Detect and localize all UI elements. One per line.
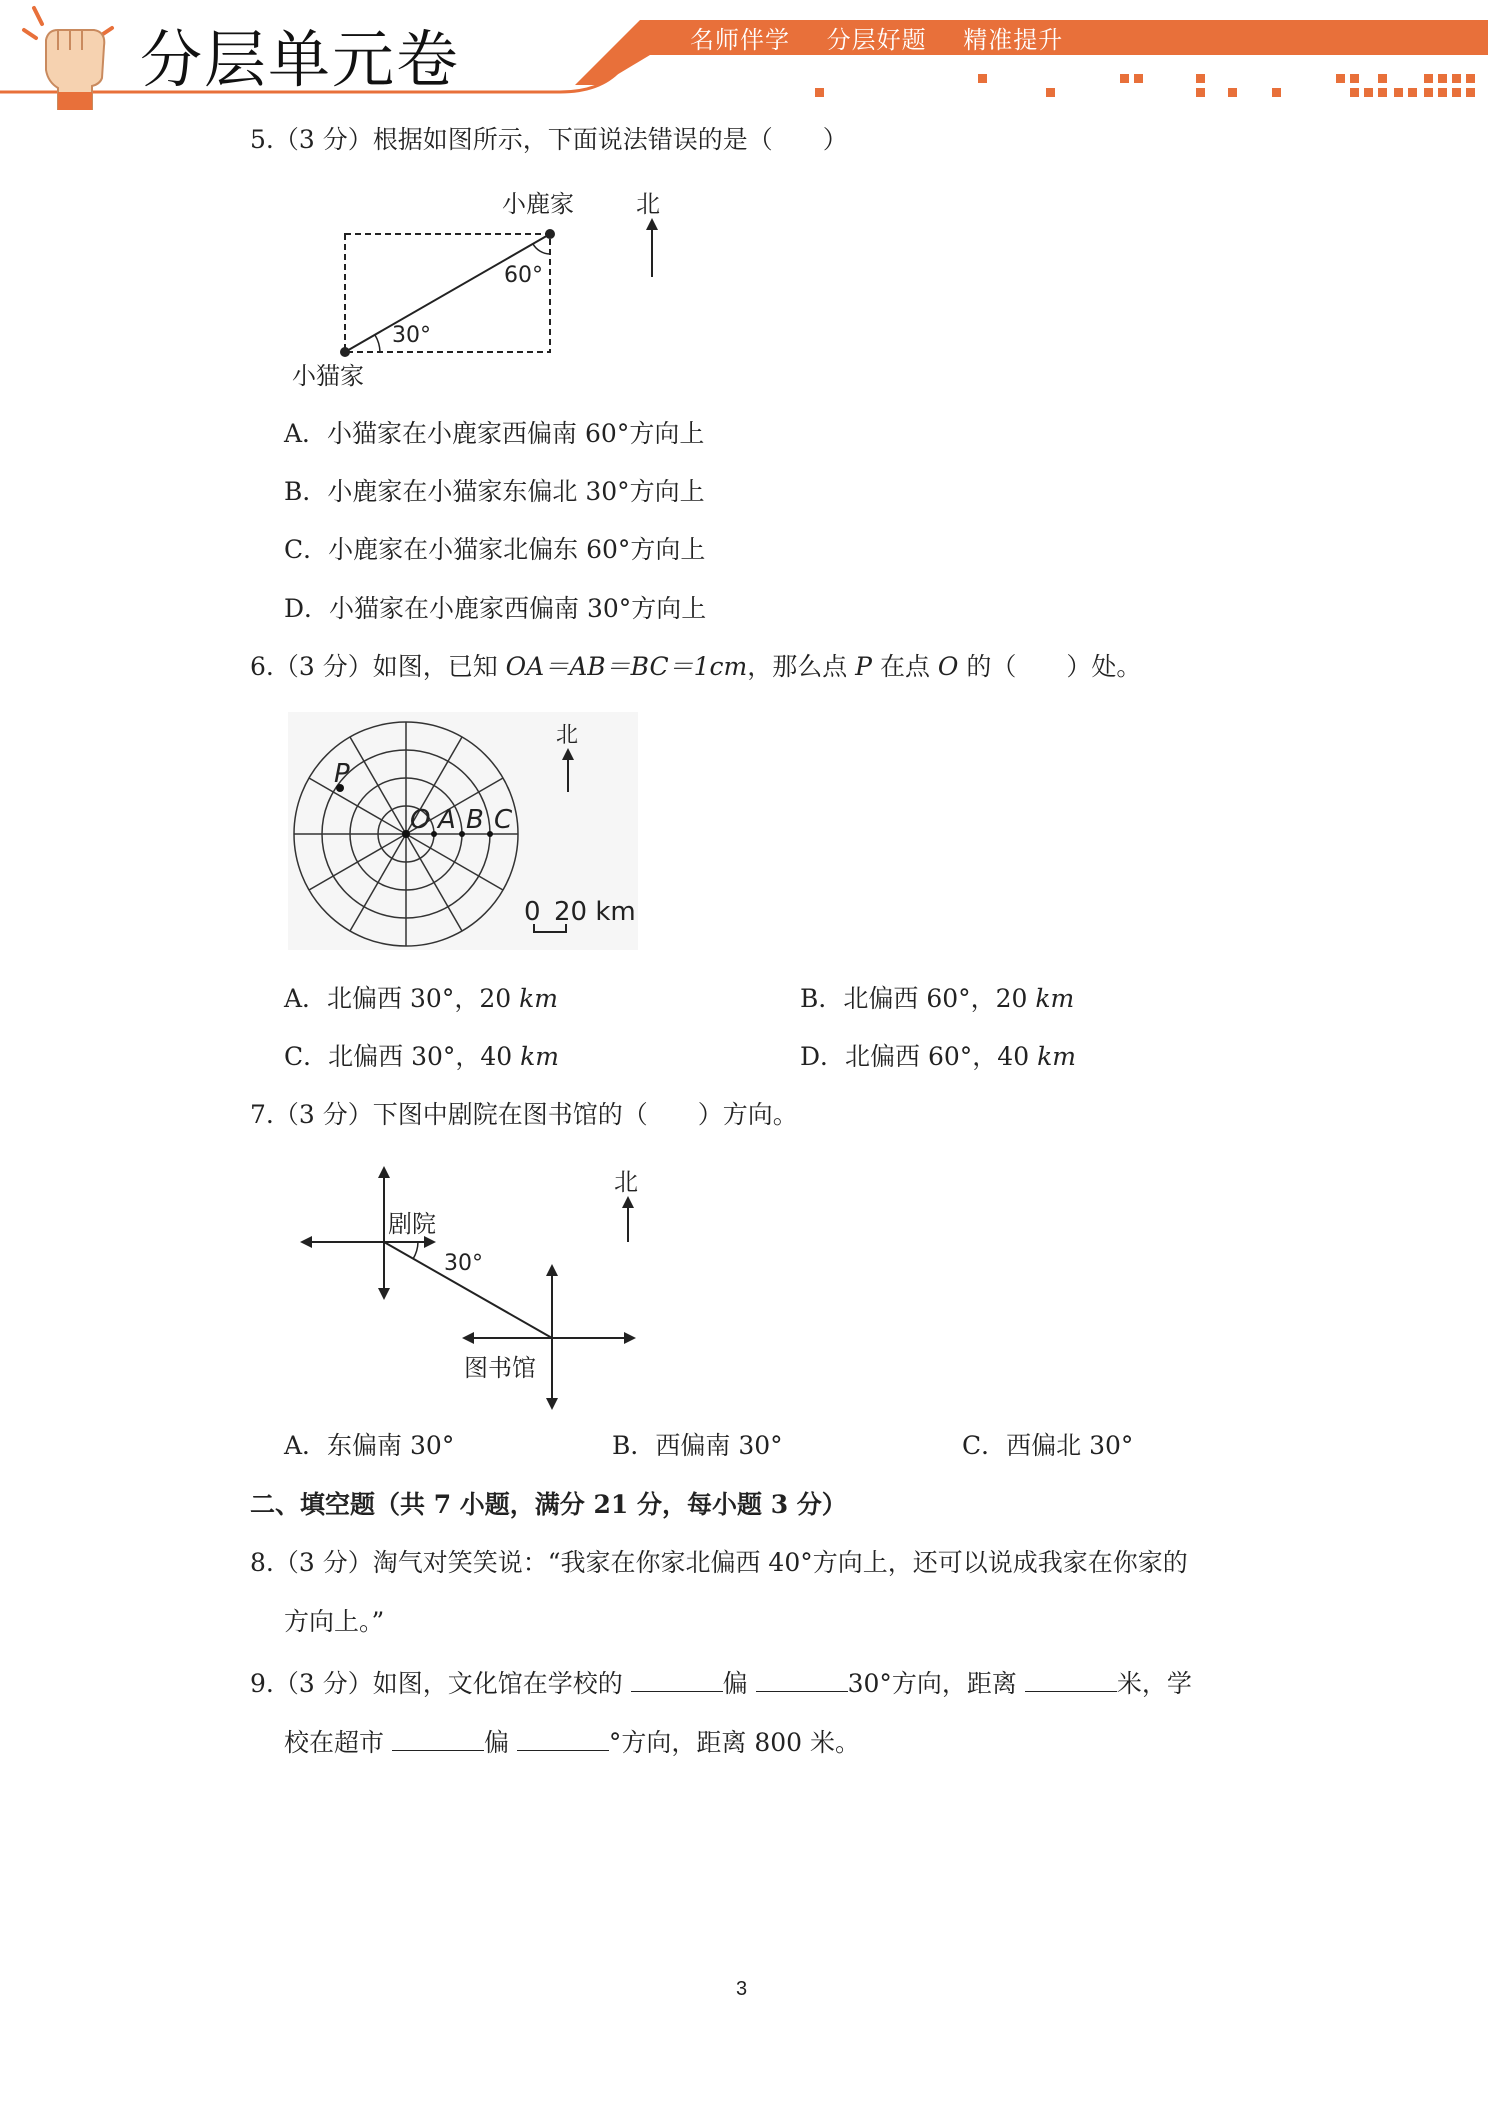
q6-option-b[interactable] <box>800 983 1074 1015</box>
q6-option-d-unit: km <box>1037 1042 1076 1071</box>
section-heading: 二、填空题（共 7 小题，满分 21 分，每小题 3 分） <box>250 1490 847 1519</box>
q9-text-a: 9.（3 分）如图，文化馆在学校的 <box>250 1669 631 1698</box>
q6-option-d[interactable] <box>800 1041 1076 1073</box>
q9-text-g: °方向，距离 800 米。 <box>608 1728 861 1757</box>
point-o-label: O <box>410 805 431 835</box>
q9-blank-2[interactable] <box>756 1665 848 1692</box>
q9-blank-1[interactable] <box>631 1665 723 1692</box>
angle-30-label: 30° <box>392 323 431 348</box>
q5-figure <box>280 182 680 398</box>
library-label: 图书馆 <box>464 1354 536 1382</box>
q5-stem: 5.（3 分）根据如图所示，下面说法错误的是（ ） <box>250 125 848 154</box>
angle-30-label: 30° <box>444 1251 483 1276</box>
q5-option-c[interactable]: C．小鹿家在小猫家北偏东 60°方向上 <box>284 535 706 564</box>
deer-home-label: 小鹿家 <box>502 190 574 218</box>
header <box>0 0 1488 110</box>
q6-stem-math: OA＝AB＝BC＝1cm <box>505 652 748 681</box>
q8-line1: 8.（3 分）淘气对笑笑说：“我家在你家北偏西 40°方向上，还可以说成我家在你家的 <box>250 1548 1188 1577</box>
q6-stem-mid2: 在点 <box>872 652 938 681</box>
q7-figure <box>296 1160 646 1410</box>
slogan-3: 精准提升 <box>963 26 1064 54</box>
north-label: 北 <box>636 190 660 218</box>
slogan-2: 分层好题 <box>826 26 927 54</box>
q8-line2: 方向上。” <box>284 1607 385 1636</box>
theater-label: 剧院 <box>388 1210 436 1238</box>
q9-blank-4[interactable] <box>392 1724 484 1751</box>
north-label: 北 <box>556 723 579 748</box>
q9-text-f: 偏 <box>483 1728 517 1757</box>
q9-line2 <box>284 1724 860 1759</box>
q6-option-c-text: C．北偏西 30°，40 <box>284 1042 521 1071</box>
cat-home-label: 小猫家 <box>292 362 364 390</box>
q9-blank-5[interactable] <box>517 1724 609 1751</box>
angle-60-label: 60° <box>504 263 543 288</box>
q6-option-a[interactable] <box>284 983 558 1015</box>
q5-option-a[interactable]: A．小猫家在小鹿家西偏南 60°方向上 <box>284 419 705 448</box>
q6-option-a-text: A．北偏西 30°，20 <box>284 984 520 1013</box>
point-p-label: P <box>334 759 350 789</box>
scale-label: 20 km <box>554 897 636 927</box>
q6-option-d-text: D．北偏西 60°，40 <box>800 1042 1038 1071</box>
point-a-label: A <box>438 805 456 835</box>
q6-figure <box>288 712 638 950</box>
header-slogans <box>690 20 1091 55</box>
q6-stem-suffix: 的（ ）处。 <box>958 652 1142 681</box>
q7-option-a[interactable]: A．东偏南 30° <box>284 1431 455 1460</box>
q9-text-c: 30°方向，距离 <box>847 1669 1025 1698</box>
q6-stem-prefix: 6.（3 分）如图，已知 <box>250 652 506 681</box>
q6-option-c-unit: km <box>520 1042 560 1071</box>
q6-stem-o: O <box>937 652 959 681</box>
q9-text-e: 校在超市 <box>284 1728 392 1757</box>
q9-blank-3[interactable] <box>1025 1665 1117 1692</box>
q6-option-a-unit: km <box>519 984 558 1013</box>
q9-text-d: 米，学 <box>1116 1669 1192 1698</box>
point-b-label: B <box>466 805 484 835</box>
q6-stem <box>250 651 1141 683</box>
q6-stem-p: P <box>855 652 872 681</box>
slogan-1: 名师伴学 <box>690 26 790 54</box>
page-number: 3 <box>736 1978 748 2000</box>
q6-option-b-text: B．北偏西 60°，20 <box>800 984 1036 1013</box>
q7-option-b[interactable]: B．西偏南 30° <box>612 1431 783 1460</box>
q7-stem: 7.（3 分）下图中剧院在图书馆的（ ）方向。 <box>250 1100 798 1129</box>
q9-text-b: 偏 <box>722 1669 756 1698</box>
point-c-label: C <box>494 805 513 835</box>
north-label: 北 <box>614 1168 638 1196</box>
q5-option-b[interactable]: B．小鹿家在小猫家东偏北 30°方向上 <box>284 477 705 506</box>
q9-line1 <box>250 1665 1192 1700</box>
fist-icon <box>14 0 124 110</box>
brand-title: 分层单元卷 <box>140 23 461 96</box>
scale-zero-label: 0 <box>524 897 541 927</box>
q6-option-c[interactable] <box>284 1041 559 1073</box>
q6-option-b-unit: km <box>1035 984 1075 1013</box>
q6-stem-mid: ，那么点 <box>747 652 856 681</box>
q5-option-d[interactable]: D．小猫家在小鹿家西偏南 30°方向上 <box>284 594 707 623</box>
q7-option-c[interactable]: C．西偏北 30° <box>962 1431 1134 1460</box>
